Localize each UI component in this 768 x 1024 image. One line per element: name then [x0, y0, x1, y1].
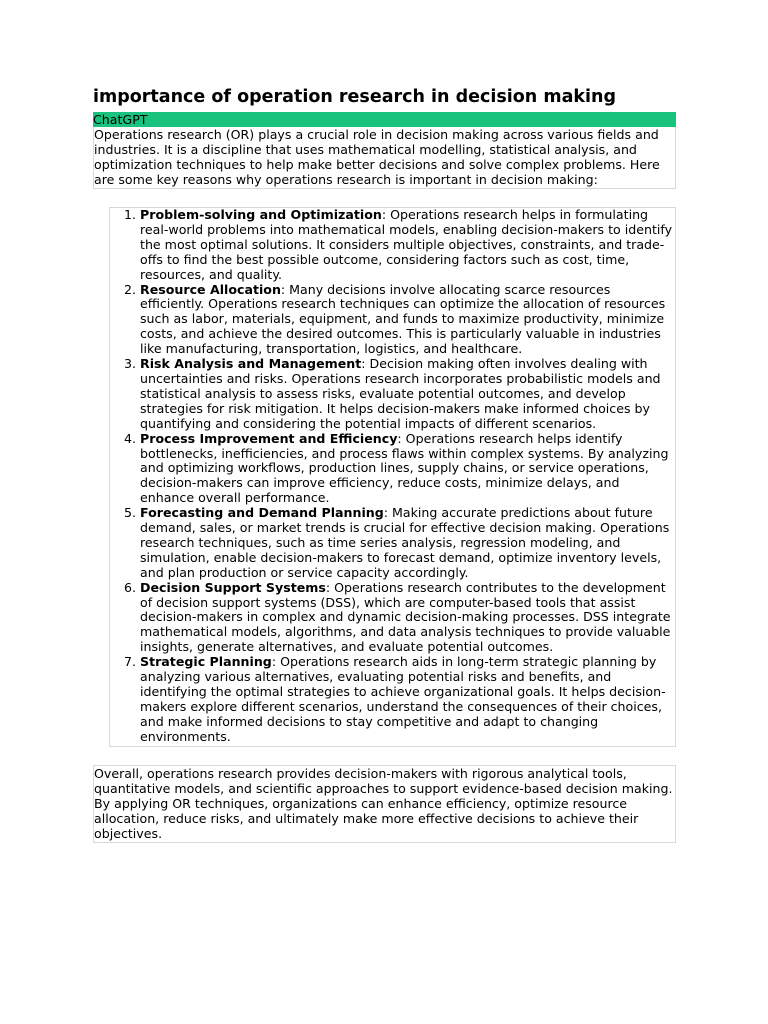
list-item-text: : Many decisions involve allocating scarce resources efficiently. Operations research techniques can optimize the allocation of resources such as labor, materials, equipment, and funds to maximize productivity, minimize costs, and achieve the desired outcomes. This is particularly valuable in industries like manufacturing, transportation, logistics, and healthcare.: [140, 281, 666, 357]
list-item: [140, 581, 675, 656]
reasons-list: [110, 208, 675, 745]
document-title: importance of operation research in decision making: [93, 87, 617, 107]
conclusion-paragraph: Overall, operations research provides decision-makers with rigorous analytical tools, quantitative models, and scientific approaches to support evidence-based decision making. By applying OR techniques, organizations can enhance efficiency, optimize resource allocation, reduce risks, and ultimately make more effective decisions to achieve their objectives.: [93, 765, 676, 843]
list-item-heading: Decision Support Systems: [140, 579, 326, 595]
list-item-text: : Operations research helps identify bottlenecks, inefficiencies, and process flaws within complex systems. By analyzing and optimizing workflows, production lines, supply chains, or service operations, decision-makers can improve efficiency, reduce costs, minimize delays, and enhance overall performance.: [140, 430, 669, 506]
list-item: [140, 208, 675, 283]
list-item: [140, 432, 675, 507]
list-item-text: : Decision making often involves dealing with uncertainties and risks. Operations research incorporates probabilistic models and statistical analysis to assess risks, evaluate potential outcomes, and develop strategies for risk mitigation. It helps decision-makers make informed choices by quantifying and considering the potential impacts of different scenarios.: [140, 356, 661, 431]
reasons-list-box: [109, 207, 676, 747]
list-item-text: : Making accurate predictions about future demand, sales, or market trends is crucial for effective decision making. Operations research techniques, such as time series analysis, regression modeling, and simulation, enable decision-makers to forecast demand, optimize inventory levels, and plan production or service capacity accordingly.: [140, 505, 670, 580]
list-item-heading: Problem-solving and Optimization: [140, 207, 382, 222]
author-label: ChatGPT: [93, 112, 676, 127]
list-item: [140, 283, 675, 358]
list-item-heading: Resource Allocation: [140, 281, 281, 297]
list-item-text: : Operations research contributes to the development of decision support systems (DSS), which are computer-based tools that assist decision-makers in complex and dynamic decision-making processes. DSS integrate mathematical models, algorithms, and data analysis techniques to provide valuable insights, generate alternatives, and evaluate potential outcomes.: [140, 579, 671, 655]
list-item: [140, 357, 675, 432]
list-item-text: : Operations research aids in long-term strategic planning by analyzing various alternatives, evaluating potential risks and benefits, and identifying the optimal strategies to achieve organizational goals. It helps decision-makers explore different scenarios, understand the consequences of their choices, and make informed decisions to stay competitive and adapt to changing environments.: [140, 654, 666, 744]
document-page: [93, 86, 676, 843]
intro-paragraph: Operations research (OR) plays a crucial role in decision making across various fields and industries. It is a discipline that uses mathematical modelling, statistical analysis, and optimization techniques to help make better decisions and solve complex problems. Here are some key reasons why operations research is important in decision making:: [93, 127, 676, 189]
list-item-text: : Operations research helps in formulating real-world problems into mathematical models, enabling decision-makers to identify the most optimal solutions. It considers multiple objectives, constraints, and trade-offs to find the best possible outcome, considering factors such as cost, time, resources, and quality.: [140, 207, 673, 282]
list-item-heading: Forecasting and Demand Planning: [140, 505, 384, 521]
list-item: [140, 655, 675, 744]
list-item: [140, 506, 675, 581]
list-item-heading: Process Improvement and Efficiency: [140, 430, 398, 446]
list-item-heading: Strategic Planning: [140, 654, 272, 670]
list-item-heading: Risk Analysis and Management: [140, 356, 362, 372]
